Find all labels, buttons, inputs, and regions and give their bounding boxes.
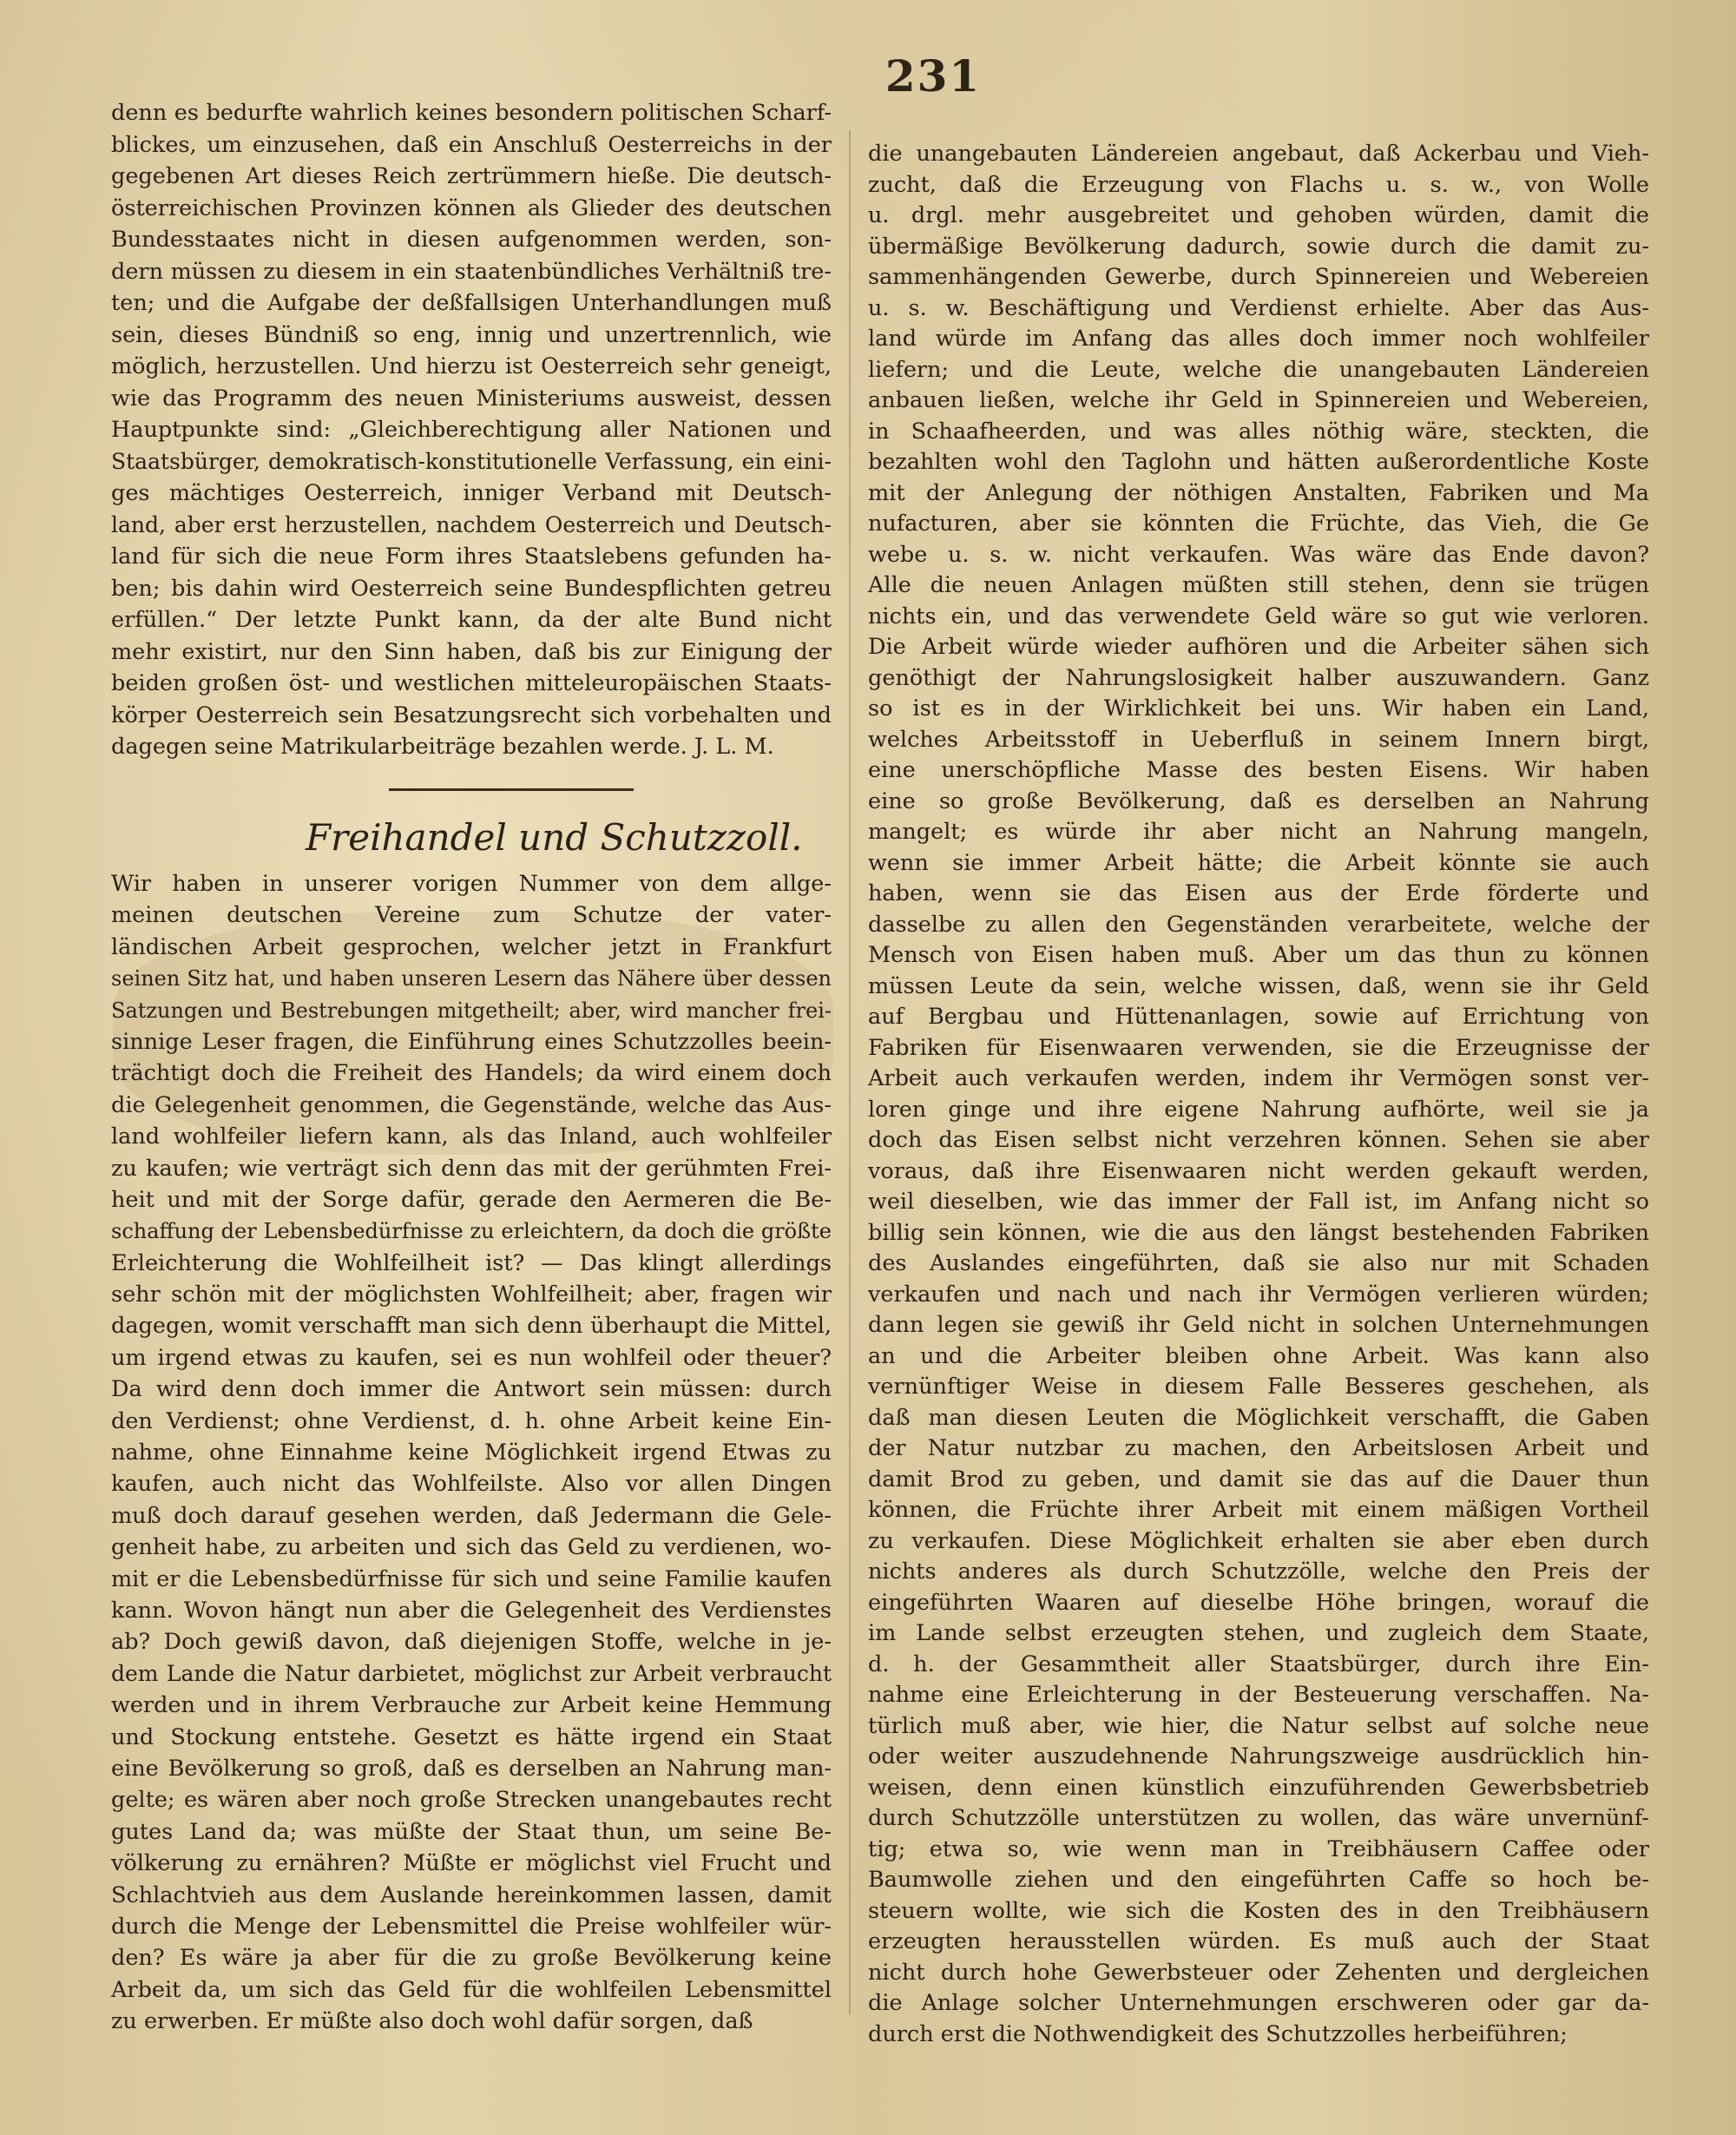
text-line: u. s. w. Beschäftigung und Verdienst erhielte. Aber das Aus- <box>868 294 1649 321</box>
text-line: u. drgl. mehr ausgebreitet und gehoben würden, damit die <box>868 202 1649 228</box>
text-line: mit er die Lebensbedürfnisse für sich und seine Familie kaufen <box>111 1565 832 1592</box>
text-line: steuern wollte, wie sich die Kosten des in den Treibhäusern <box>868 1897 1649 1924</box>
text-line: genheit habe, zu arbeiten und sich das Geld zu verdienen, wo- <box>111 1534 832 1561</box>
text-line: an und die Arbeiter bleiben ohne Arbeit. Was kann also <box>868 1342 1649 1369</box>
text-line: ges mächtiges Oesterreich, inniger Verband mit Deutsch- <box>111 480 832 506</box>
text-line: welches Arbeitsstoff in Ueberfluß in seinem Innern birgt, <box>868 726 1649 753</box>
text-line: ländischen Arbeit gesprochen, welcher jetzt in Frankfurt <box>111 933 832 960</box>
text-line: möglich, herzustellen. Und hierzu ist Oesterreich sehr geneigt, <box>111 353 832 379</box>
text-line: trächtigt doch die Freiheit des Handels; da wird einem doch <box>111 1060 832 1087</box>
text-line: sehr schön mit der möglichsten Wohlfeilheit; aber, fragen wir <box>111 1282 832 1308</box>
text-line: Arbeit da, um sich das Geld für die wohlfeilen Lebensmittel <box>111 1976 832 2003</box>
article-title: Freihandel und Schutzzoll. <box>306 816 803 859</box>
text-line: seinen Sitz hat, und haben unseren Lesern das Nähere über dessen <box>111 966 832 992</box>
text-line: Wir haben in unserer vorigen Nummer von dem allge- <box>111 871 832 897</box>
text-line: und Stockung entstehe. Gesetzt es hätte irgend ein Staat <box>111 1723 832 1750</box>
text-line: die Gelegenheit genommen, die Gegenstände, welche das Aus- <box>111 1091 832 1118</box>
text-line: zu verkaufen. Diese Möglichkeit erhalten sie aber eben durch <box>868 1527 1649 1554</box>
text-line: schaffung der Lebensbedürfnisse zu erleichtern, da doch die größte <box>111 1219 832 1244</box>
text-line: des Auslandes eingeführten, daß sie also nur mit Schaden <box>868 1250 1649 1276</box>
text-line: damit Brod zu geben, und damit sie das auf die Dauer thun <box>868 1466 1649 1493</box>
text-line: bezahlten wohl den Taglohn und hätten außerordentliche Koste <box>868 449 1649 475</box>
text-line: gelte; es wären aber noch große Strecken unangebautes recht <box>111 1787 832 1814</box>
text-line: in Schaafheerden, und was alles nöthig wäre, steckten, die <box>868 418 1649 445</box>
text-line: erfüllen.“ Der letzte Punkt kann, da der alte Bund nicht <box>111 607 832 633</box>
text-line: Arbeit auch verkaufen werden, indem ihr Vermögen sonst ver- <box>868 1065 1649 1091</box>
text-line: dern müssen zu diesem in ein staatenbündliches Verhältniß tre- <box>111 258 832 285</box>
text-line: haben, wenn sie das Eisen aus der Erde förderte und <box>868 880 1649 906</box>
text-line: wenn sie immer Arbeit hätte; die Arbeit könnte sie auch <box>868 849 1649 876</box>
text-line: müssen Leute da sein, welche wissen, daß, wenn sie ihr Geld <box>868 972 1649 999</box>
text-line: können, die Früchte ihrer Arbeit mit einem mäßigen Vortheil <box>868 1497 1649 1523</box>
article-divider <box>389 788 634 791</box>
text-line: Alle die neuen Anlagen müßten still stehen, denn sie trügen <box>868 572 1649 598</box>
text-line: nichts ein, und das verwendete Geld wäre so gut wie verloren. <box>868 603 1649 629</box>
text-line: körper Oesterreich sein Besatzungsrecht sich vorbehalten und <box>111 702 832 728</box>
text-line: österreichischen Provinzen können als Glieder des deutschen <box>111 194 832 221</box>
text-line: türlich muß aber, wie hier, die Natur selbst auf solche neue <box>868 1712 1649 1739</box>
text-line: wie das Programm des neuen Ministeriums ausweist, dessen <box>111 385 832 412</box>
text-line: vernünftiger Weise in diesem Falle Besseres geschehen, als <box>868 1374 1649 1400</box>
text-line: land für sich die neue Form ihres Staatslebens gefunden ha- <box>111 544 832 570</box>
text-line: land wohlfeiler liefern kann, als das Inland, auch wohlfeiler <box>111 1124 832 1150</box>
text-line: sein, dieses Bündniß so eng, innig und unzertrennlich, wie <box>111 321 832 348</box>
left-column-top-text <box>111 97 832 763</box>
text-line: eingeführten Waaren auf dieselbe Höhe bringen, worauf die <box>868 1589 1649 1616</box>
text-line: nahme eine Erleichterung in der Besteuerung verschaffen. Na- <box>868 1682 1649 1708</box>
text-line: auf Bergbau und Hüttenanlagen, sowie auf Errichtung von <box>868 1004 1649 1030</box>
right-column-text <box>868 139 1649 2050</box>
text-line: um irgend etwas zu kaufen, sei es nun wohlfeil oder theuer? <box>111 1344 832 1371</box>
text-line: übermäßige Bevölkerung dadurch, sowie durch die damit zu- <box>868 233 1649 260</box>
text-line: der Natur nutzbar zu machen, den Arbeitslosen Arbeit und <box>868 1435 1649 1461</box>
text-line: nichts anderes als durch Schutzzölle, welche den Preis der <box>868 1558 1649 1585</box>
text-line: den? Es wäre ja aber für die zu große Bevölkerung keine <box>111 1945 832 1972</box>
text-line: Bundesstaates nicht in diesen aufgenommen werden, son- <box>111 227 832 253</box>
text-line: voraus, daß ihre Eisenwaaren nicht werden gekauft werden, <box>868 1157 1649 1184</box>
text-line: erzeugten herausstellen würden. Es muß auch der Staat <box>868 1928 1649 1954</box>
text-line: durch erst die Nothwendigkeit des Schutzzolles herbeiführen; <box>868 2020 1568 2047</box>
left-column-article-text <box>111 868 832 2037</box>
text-line: zu kaufen; wie verträgt sich denn das mit der gerühmten Frei- <box>111 1155 832 1182</box>
text-line: zu erwerben. Er müßte also doch wohl dafür sorgen, daß <box>111 2008 753 2035</box>
text-line: Erleichterung die Wohlfeilheit ist? — Das klingt allerdings <box>111 1249 832 1276</box>
text-line: d. h. der Gesammtheit aller Staatsbürger, durch ihre Ein- <box>868 1651 1649 1677</box>
text-line: land würde im Anfang das alles doch immer noch wohlfeiler <box>868 326 1649 352</box>
text-line: billig sein können, wie die aus den längst bestehenden Fabriken <box>868 1219 1649 1246</box>
text-line: Mensch von Eisen haben muß. Aber um das thun zu können <box>868 942 1649 968</box>
text-line: werden und in ihrem Verbrauche zur Arbeit keine Hemmung <box>111 1692 832 1719</box>
text-line: Schlachtvieh aus dem Auslande hereinkommen lassen, damit <box>111 1881 832 1908</box>
text-line: dann legen sie gewiß ihr Geld nicht in solchen Unternehmungen <box>868 1312 1649 1338</box>
text-line: meinen deutschen Vereine zum Schutze der vater- <box>111 902 832 929</box>
text-line: loren ginge und ihre eigene Nahrung aufhörte, weil sie ja <box>868 1096 1649 1123</box>
text-line: Die Arbeit würde wieder aufhören und die Arbeiter sähen sich <box>868 634 1649 660</box>
text-line: daß man diesen Leuten die Möglichkeit verschafft, die Gaben <box>868 1404 1649 1431</box>
text-line: mehr existirt, nur den Sinn haben, daß bis zur Einigung der <box>111 638 832 665</box>
text-line: im Lande selbst erzeugten stehen, und zugleich dem Staate, <box>868 1620 1649 1646</box>
text-line: Satzungen und Bestrebungen mitgetheilt; aber, wird mancher frei- <box>111 998 832 1023</box>
text-line: zucht, daß die Erzeugung von Flachs u. s. w., von Wolle <box>868 171 1649 198</box>
text-line: kann. Wovon hängt nun aber die Gelegenheit des Verdienstes <box>111 1597 832 1624</box>
text-line: beiden großen öst- und westlichen mitteleuropäischen Staats- <box>111 670 832 696</box>
text-line: Da wird denn doch immer die Antwort sein müssen: durch <box>111 1376 832 1403</box>
text-line: kaufen, auch nicht das Wohlfeilste. Also vor allen Dingen <box>111 1471 832 1498</box>
text-line: ben; bis dahin wird Oesterreich seine Bundespflichten getreu <box>111 575 832 602</box>
text-line: nufacturen, aber sie könnten die Früchte, das Vieh, die Ge <box>868 511 1649 537</box>
text-line: verkaufen und nach und nach ihr Vermögen verlieren würden; <box>868 1281 1649 1308</box>
text-line: Hauptpunkte sind: „Gleichberechtigung aller Nationen und <box>111 417 832 443</box>
text-line: Staatsbürger, demokratisch-konstitutionelle Verfassung, ein eini- <box>111 448 832 474</box>
text-line: Baumwolle ziehen und den eingeführten Caffe so hoch be- <box>868 1867 1649 1893</box>
text-line: tig; etwa so, wie wenn man in Treibhäusern Caffee oder <box>868 1835 1649 1862</box>
text-line: anbauen ließen, welche ihr Geld in Spinnereien und Webereien, <box>868 387 1649 413</box>
text-line: liefern; und die Leute, welche die unangebauten Ländereien <box>868 356 1649 383</box>
text-line: den Verdienst; ohne Verdienst, d. h. ohne Arbeit keine Ein- <box>111 1407 832 1434</box>
text-line: denn es bedurfte wahrlich keines besondern politischen Scharf- <box>111 100 832 126</box>
page-number: 231 <box>884 50 982 102</box>
text-line: doch das Eisen selbst nicht verzehren können. Sehen sie aber <box>868 1127 1649 1153</box>
text-line: muß doch darauf gesehen werden, daß Jedermann die Gele- <box>111 1502 832 1529</box>
text-line: die Anlage solcher Unternehmungen erschweren oder gar da- <box>868 1990 1649 2016</box>
text-line: durch die Menge der Lebensmittel die Preise wohlfeiler wür- <box>111 1913 832 1940</box>
text-line: dagegen seine Matrikularbeiträge bezahlen werde. J. L. M. <box>111 734 774 760</box>
text-line: weisen, denn einen künstlich einzuführenden Gewerbsbetrieb <box>868 1774 1649 1801</box>
text-line: völkerung zu ernähren? Müßte er möglichst viel Frucht und <box>111 1850 832 1877</box>
text-line: so ist es in der Wirklichkeit bei uns. Wir haben ein Land, <box>868 695 1649 722</box>
text-line: mit der Anlegung der nöthigen Anstalten, Fabriken und Ma <box>868 479 1649 506</box>
text-line: dem Lande die Natur darbietet, möglichst zur Arbeit verbraucht <box>111 1660 832 1686</box>
text-line: gutes Land da; was müßte der Staat thun, um seine Be- <box>111 1818 832 1845</box>
text-line: dagegen, womit verschafft man sich denn überhaupt die Mittel, <box>111 1313 832 1340</box>
text-line: eine so große Bevölkerung, daß es derselben an Nahrung <box>868 787 1649 814</box>
text-line: ab? Doch gewiß davon, daß diejenigen Stoffe, welche in je- <box>111 1629 832 1656</box>
text-line: ten; und die Aufgabe der deßfallsigen Unterhandlungen muß <box>111 290 832 316</box>
text-line: die unangebauten Ländereien angebaut, daß Ackerbau und Vieh- <box>868 141 1649 167</box>
text-line: oder weiter auszudehnende Nahrungszweige ausdrücklich hin- <box>868 1743 1649 1769</box>
text-line: blickes, um einzusehen, daß ein Anschluß Oesterreichs in der <box>111 131 832 158</box>
text-line: weil dieselben, wie das immer der Fall ist, im Anfang nicht so <box>868 1189 1649 1215</box>
text-line: genöthigt der Nahrungslosigkeit halber auszuwandern. Ganz <box>868 664 1649 691</box>
text-line: nicht durch hohe Gewerbsteuer oder Zehenten und dergleichen <box>868 1959 1649 1986</box>
text-line: Fabriken für Eisenwaaren verwenden, sie die Erzeugnisse der <box>868 1034 1649 1061</box>
text-line: nahme, ohne Einnahme keine Möglichkeit irgend Etwas zu <box>111 1440 832 1466</box>
column-separator <box>849 130 851 2014</box>
text-line: sinnige Leser fragen, die Einführung eines Schutzzolles beein- <box>111 1028 832 1055</box>
text-line: webe u. s. w. nicht verkaufen. Was wäre das Ende davon? <box>868 541 1649 568</box>
text-line: sammenhängenden Gewerbe, durch Spinnereien und Webereien <box>868 264 1649 290</box>
text-line: durch Schutzzölle unterstützen zu wollen, das wäre unvernünf- <box>868 1805 1649 1831</box>
text-line: eine unerschöpfliche Masse des besten Eisens. Wir haben <box>868 757 1649 783</box>
text-line: mangelt; es würde ihr aber nicht an Nahrung mangeln, <box>868 819 1649 845</box>
text-line: land, aber erst herzustellen, nachdem Oesterreich und Deutsch- <box>111 511 832 537</box>
text-line: eine Bevölkerung so groß, daß es derselben an Nahrung man- <box>111 1755 832 1782</box>
text-line: gegebenen Art dieses Reich zertrümmern hieße. Die deutsch- <box>111 163 832 189</box>
text-line: dasselbe zu allen den Gegenständen verarbeitete, welche der <box>868 911 1649 938</box>
text-line: heit und mit der Sorge dafür, gerade den Aermeren die Be- <box>111 1186 832 1213</box>
